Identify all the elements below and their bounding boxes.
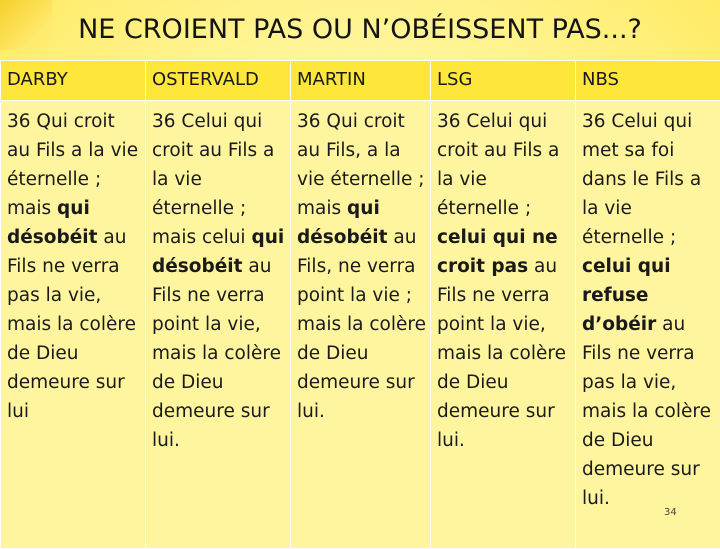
translation-comparison-table (0, 60, 720, 549)
verse-lsg (431, 101, 576, 549)
verse-ostervald (146, 101, 291, 549)
verse-text: au Fils ne verra point la vie, mais la colère de Dieu demeure sur lui. (152, 256, 281, 451)
page-number: 34 (664, 507, 677, 518)
verse-text: 36 Celui qui croit au Fils a la vie éternelle ; mais celui (152, 111, 274, 248)
verse-highlight: qui désobéit (297, 198, 388, 248)
verse-highlight: qui désobéit (7, 198, 98, 248)
header-martin: MARTIN (291, 61, 431, 101)
verse-highlight: celui qui refuse d’obéir (582, 256, 671, 335)
verse-row (1, 101, 720, 549)
verse-highlight: qui désobéit (152, 227, 284, 277)
verse-text: 36 Celui qui met sa foi dans le Fils a la vie éternelle ; (582, 111, 701, 248)
header-row (1, 61, 720, 101)
header-nbs: NBS (576, 61, 720, 101)
verse-text: 36 Qui croit au Fils a la vie éternelle ; mais (7, 111, 138, 219)
header-ostervald: OSTERVALD (146, 61, 291, 101)
verse-highlight: celui qui ne croit pas (437, 227, 558, 277)
verse-text: au Fils ne verra point la vie, mais la colère de Dieu demeure sur lui. (437, 256, 566, 451)
verse-martin (291, 101, 431, 549)
verse-text: au Fils ne verra pas la vie, mais la colère de Dieu demeure sur lui (7, 227, 136, 422)
header-lsg: LSG (431, 61, 576, 101)
slide-title: NE CROIENT PAS OU N’OBÉISSENT PAS...? (0, 14, 720, 45)
header-darby: DARBY (1, 61, 146, 101)
verse-text: 36 Celui qui croit au Fils a la vie éternelle ; (437, 111, 559, 219)
verse-nbs (576, 101, 720, 549)
verse-text: au Fils, ne verra point la vie ; mais la colère de Dieu demeure sur lui. (297, 227, 426, 422)
verse-text: 36 Qui croit au Fils, a la vie éternelle ; mais (297, 111, 425, 219)
verse-darby (1, 101, 146, 549)
verse-text: au Fils ne verra pas la vie, mais la colère de Dieu demeure sur lui. (582, 314, 711, 509)
